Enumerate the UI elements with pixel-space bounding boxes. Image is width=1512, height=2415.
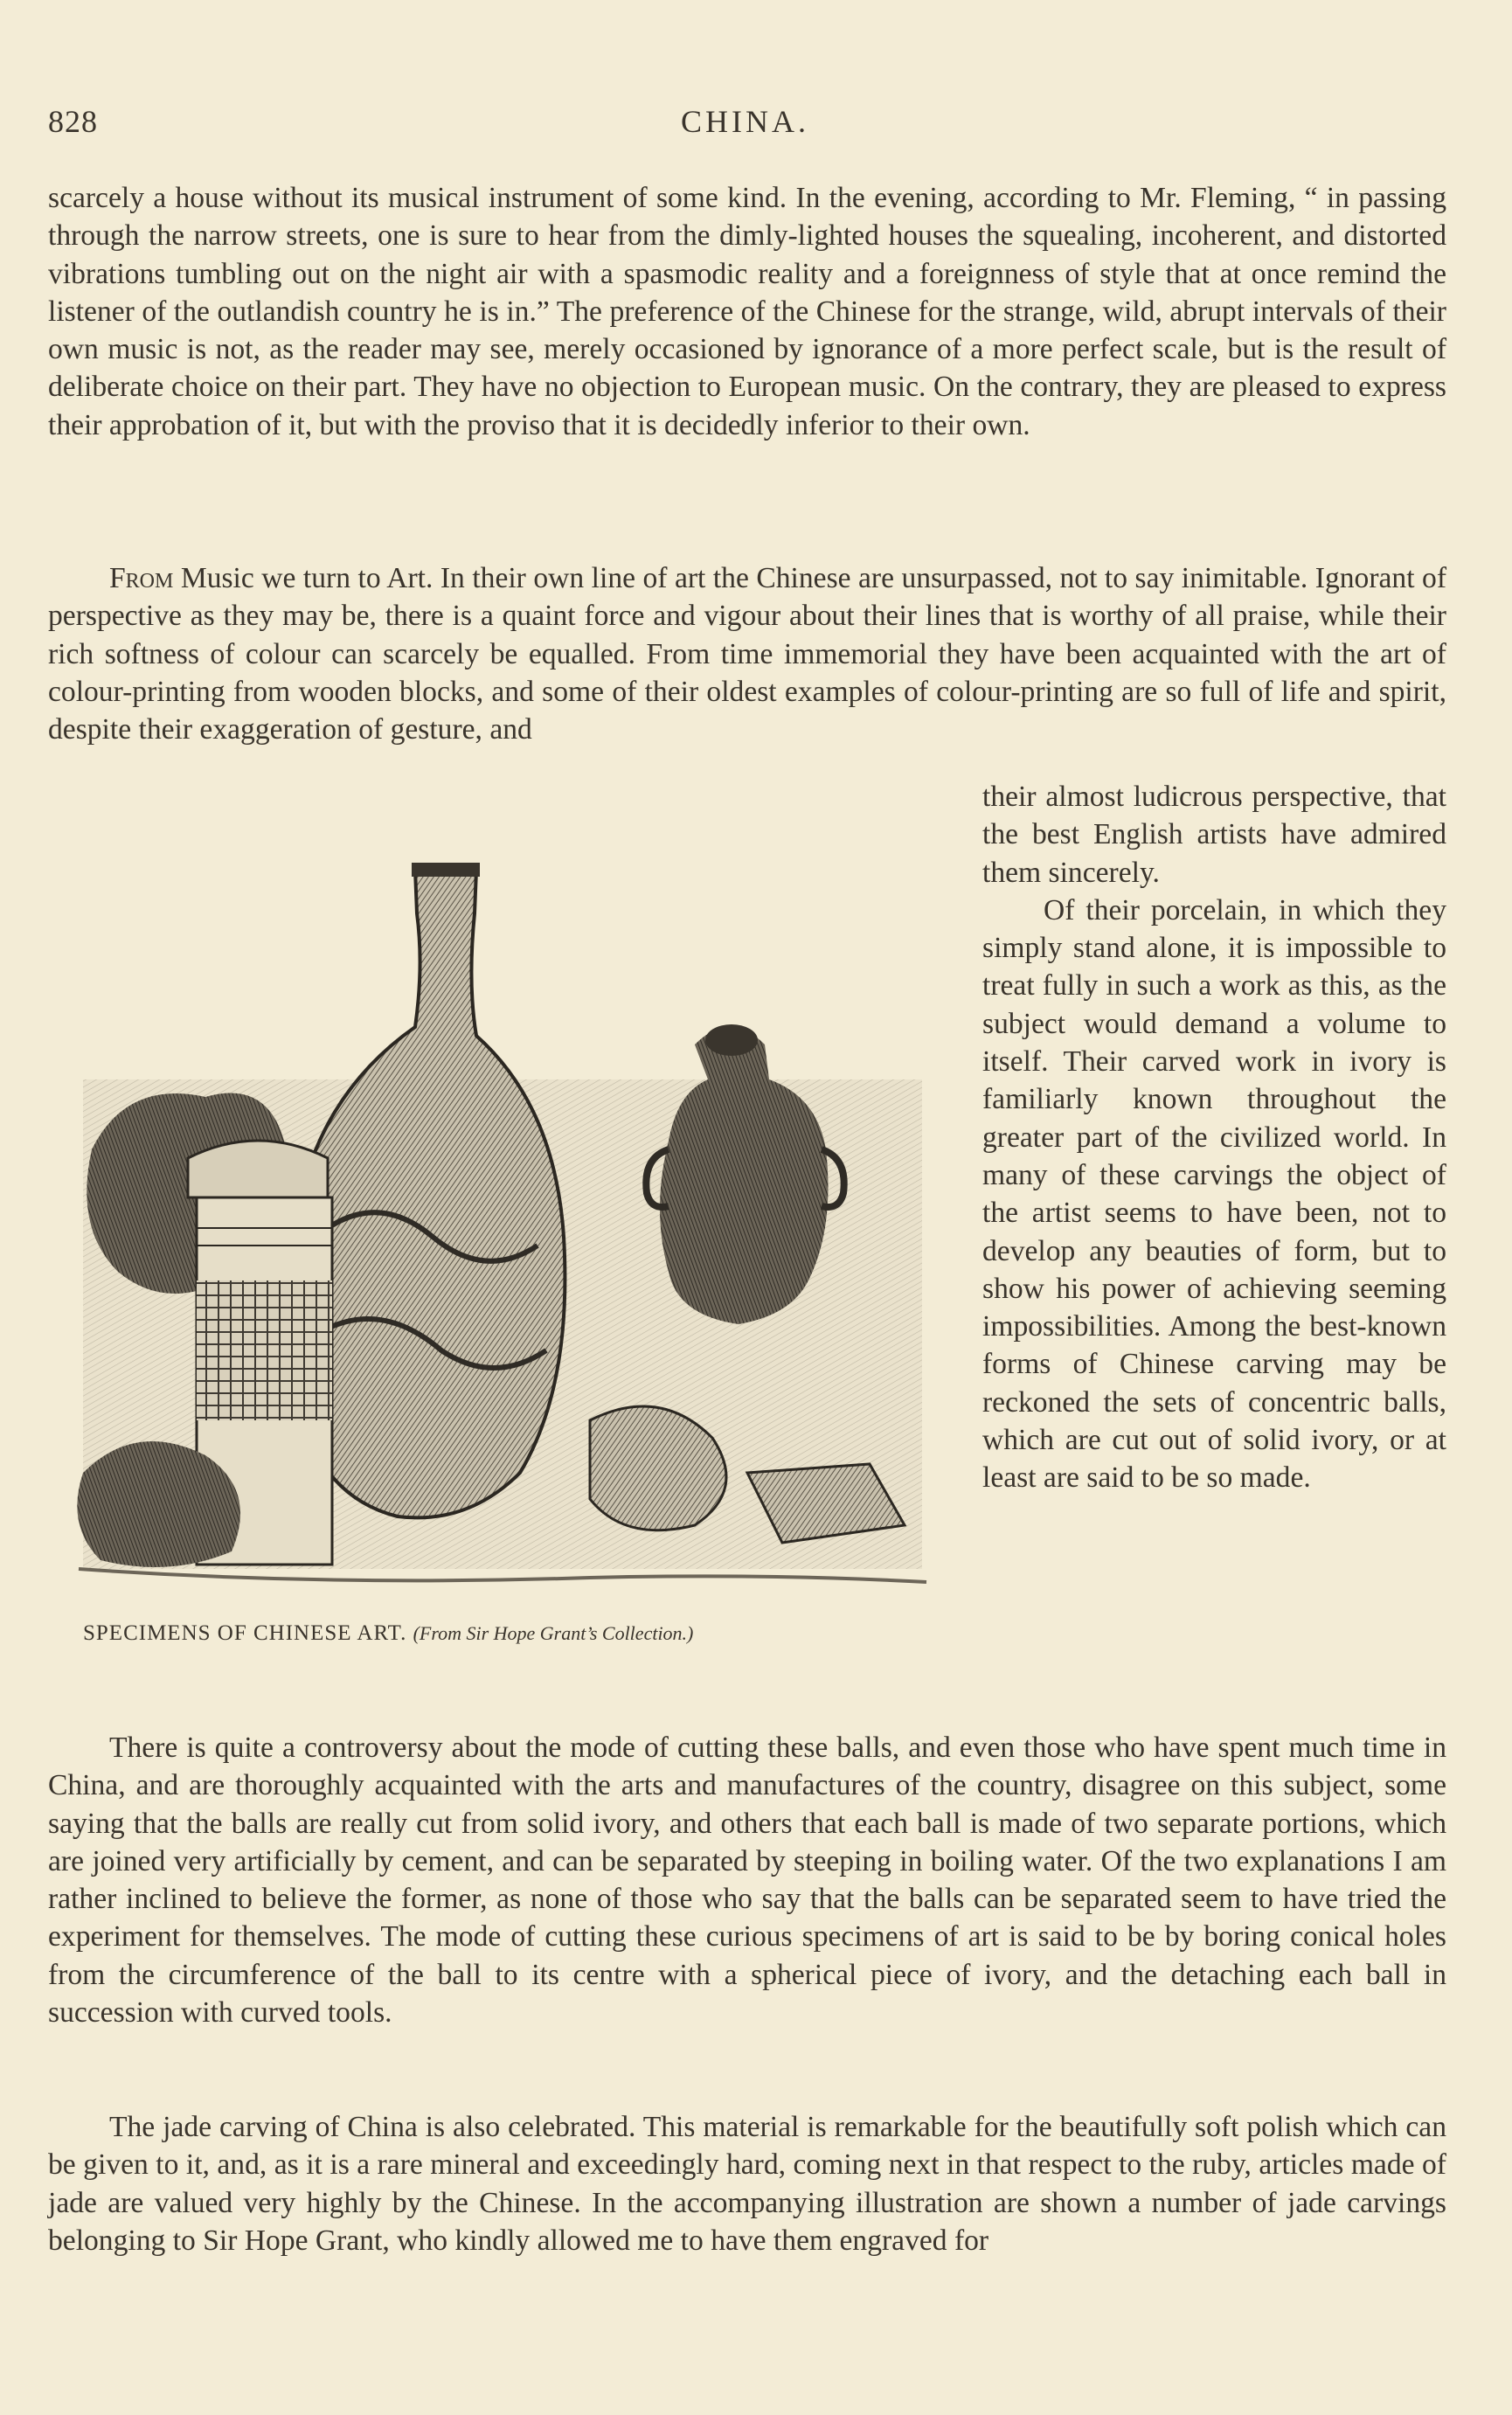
engraving-illustration [66, 861, 931, 1600]
paragraph-art [48, 559, 1446, 748]
paragraph-art-body: Music we turn to Art. In their own line of art the Chinese are unsurpassed, not to say inimitable. Ignorant of perspective as they may be, there is a quaint force and vigour about their lines that is worthy of all praise, while their rich softness of colour can scarcely be equalled. From time immemorial they have been acquainted with the art of colour-printing from wooden blocks, and some of their oldest examples of colour-printing are so full of life and spirit, despite their exaggeration of gesture, and [48, 562, 1446, 746]
page-number: 828 [48, 104, 98, 139]
drop-word: From [109, 562, 174, 594]
column-text [982, 778, 1446, 1497]
caption-source: (From Sir Hope Grant’s Collection.) [413, 1622, 694, 1644]
paragraph-porcelain: Of their porcelain, in which they simply stand alone, it is impossible to treat fully in such a work as this, as the subject would demand a volume to itself. Their carved work in ivory is familiarly known throughout the greater part of the civilized world. In many of these carvings the object of the artist seems to have been, not to develop any beauties of form, but to show his power of achieving seeming impossibilities. Among the best-known forms of Chinese carving may be reckoned the sets of concentric balls, which are cut out of solid ivory, or at least are said to be so made. [982, 893, 1446, 1495]
page-header [48, 103, 1442, 156]
paragraph-art-continued: their almost ludicrous perspective, that the best English artists have admired them sincerely. [982, 781, 1446, 889]
paragraph-jade: The jade carving of China is also celebrated. This material is remarkable for the beautifully soft polish which can be given to it, and, as it is a rare mineral and exceedingly hard, coming next in that respect to the ruby, articles made of jade are valued very highly by the Chinese. In the accompanying illustration are shown a number of jade carvings belonging to Sir Hope Grant, who kindly allowed me to have them engraved for [48, 2111, 1446, 2257]
paragraph-music: scarcely a house without its musical instrument of some kind. In the evening, according to Mr. Fleming, “ in passing through the narrow streets, one is sure to hear from the dimly-lighted houses the squealing, incoherent, and distorted vibrations tumbling out on the night air with a spasmodic reality and a foreignness of style that at once remind the listener of the outlandish country he is in.” The preference of the Chinese for the strange, wild, abrupt intervals of their own music is not, as the reader may see, merely occasioned by ignorance of a more perfect scale, but is the result of deliberate choice on their part. They have no objection to European music. On the contrary, they are pleased to express their approbation of it, but with the proviso that it is decidedly inferior to their own. [48, 182, 1446, 441]
running-title: CHINA. [681, 104, 809, 139]
paragraph-ivory-balls: There is quite a controversy about the mode of cutting these balls, and even those who have spent much time in China, and are thoroughly acquainted with the arts and manufactures of the country, disagree on this subject, some saying that the balls are really cut from solid ivory, and others that each ball is made of two separate portions, which are joined very artificially by cement, and can be separated by steeping in boiling water. Of the two explanations I am rather inclined to believe the former, as none of those who say that the balls can be separated seem to have tried the experiment for themselves. The mode of cutting these curious specimens of art is said to be by boring conical holes from the circumference of the ball to its centre with a spherical piece of ivory, and the detaching each ball in succession with curved tools. [48, 1731, 1446, 2030]
caption-title: SPECIMENS OF CHINESE ART. [83, 1621, 407, 1645]
figure-caption [83, 1621, 913, 1646]
